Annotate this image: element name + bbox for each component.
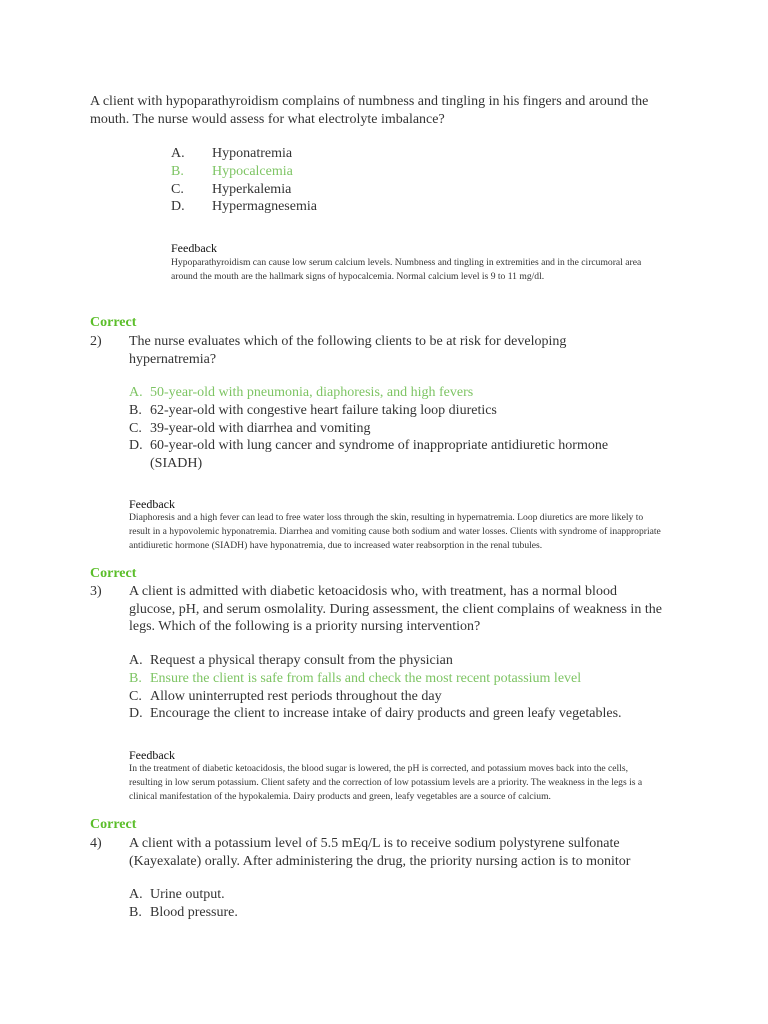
correct-label-2: Correct	[90, 566, 137, 581]
question-1-stem: A client with hypoparathyroidism complains of numbness and tingling in his fingers and around the mouth. The nurse would assess for what electrolyte imbalance?	[90, 94, 649, 127]
option-letter: D.	[129, 706, 143, 722]
question-2-number: 2)	[90, 334, 102, 349]
option-letter: A.	[129, 887, 143, 902]
q2-feedback-title: Feedback	[129, 497, 175, 511]
option-text: 62-year-old with congestive heart failure taking loop diuretics	[150, 402, 497, 418]
q2-option-d[interactable]	[129, 437, 629, 473]
question-2-stem: The nurse evaluates which of the following clients to be at risk for developing hypernatremia?	[129, 334, 567, 367]
question-3-options	[129, 652, 669, 723]
question-4-options	[129, 886, 669, 922]
q2-option-a-correct[interactable]	[129, 384, 629, 402]
q2-feedback-text: Diaphoresis and a high fever can lead to free water loss through the skin, resulting in hypernatremia. Loop diuretics are more likely to result in a hypovolemic hyponatremia. Diarrhea and vomiting cause both sodium and water losses. Clients with syndrome of inappropriate antidiuretic hormone (SIADH) have hyponatremia, due to increased water reabsorption in the renal tubules.	[129, 512, 661, 551]
correct-label-1: Correct	[90, 315, 137, 330]
q3-option-b-correct[interactable]	[129, 670, 669, 688]
option-letter: D.	[129, 438, 143, 454]
option-text: 39-year-old with diarrhea and vomiting	[150, 420, 371, 436]
option-letter: B.	[171, 163, 184, 179]
q1-option-b-correct[interactable]	[171, 163, 317, 181]
option-text: 50-year-old with pneumonia, diaphoresis, and high fevers	[150, 385, 474, 400]
option-text: Hyponatremia	[212, 146, 293, 161]
option-letter: D.	[171, 199, 185, 215]
option-text: Request a physical therapy consult from the physician	[150, 653, 453, 668]
option-text: Hypocalcemia	[212, 163, 293, 179]
q1-option-d[interactable]	[171, 198, 317, 216]
q3-feedback-title: Feedback	[129, 748, 175, 762]
question-1-options	[171, 145, 317, 216]
option-letter: C.	[129, 688, 142, 704]
option-text: Encourage the client to increase intake of dairy products and green leafy vegetables.	[150, 706, 622, 722]
option-text: Allow uninterrupted rest periods throughout the day	[150, 688, 442, 704]
q4-option-b[interactable]	[129, 904, 669, 922]
correct-label-3: Correct	[90, 817, 137, 832]
option-text: Hypermagnesemia	[212, 199, 317, 215]
question-3-number: 3)	[90, 584, 102, 599]
option-letter: B.	[129, 402, 142, 418]
q3-option-c[interactable]	[129, 688, 669, 706]
option-letter: A.	[129, 653, 143, 668]
q1-feedback-title: Feedback	[171, 241, 217, 255]
option-letter: A.	[129, 385, 143, 400]
q3-option-a[interactable]	[129, 652, 669, 670]
q4-option-a[interactable]	[129, 886, 669, 904]
q2-option-b[interactable]	[129, 402, 629, 420]
q2-option-c[interactable]	[129, 420, 629, 438]
option-letter: B.	[129, 670, 142, 686]
q1-option-a[interactable]	[171, 145, 317, 163]
option-text: Blood pressure.	[150, 904, 238, 920]
option-text: Hyperkalemia	[212, 181, 292, 197]
question-3-stem: A client is admitted with diabetic ketoacidosis who, with treatment, has a normal blood glucose, pH, and serum osmolality. During assessment, the client complains of weakness in the legs. Which of the following is a priority nursing intervention?	[129, 584, 662, 634]
question-2-options	[129, 384, 629, 473]
option-letter: C.	[171, 181, 184, 197]
q3-option-d[interactable]	[129, 705, 669, 723]
option-letter: C.	[129, 420, 142, 436]
option-text: Ensure the client is safe from falls and check the most recent potassium level	[150, 670, 582, 686]
question-4-number: 4)	[90, 836, 102, 851]
q3-feedback-text: In the treatment of diabetic ketoacidosis, the blood sugar is lowered, the pH is corrected, and potassium moves back into the cells, resulting in low serum potassium. Client safety and the correction of low potassium levels are a priority. The weakness in the legs is a clinical manifestation of the hypokalemia. Dairy products and green, leafy vegetables are a source of calcium.	[129, 763, 643, 802]
option-letter: B.	[129, 904, 142, 920]
q1-feedback-text: Hypoparathyroidism can cause low serum calcium levels. Numbness and tingling in extremities and in the circumoral area around the mouth are the hallmark signs of hypocalcemia. Normal calcium level is 9 to 11 mg/dl.	[171, 257, 642, 282]
option-text: 60-year-old with lung cancer and syndrome of inappropriate antidiuretic hormone (SIADH)	[150, 438, 609, 472]
q1-option-c[interactable]	[171, 181, 317, 199]
option-text: Urine output.	[150, 887, 225, 902]
option-letter: A.	[171, 146, 185, 161]
question-4-stem: A client with a potassium level of 5.5 mEq/L is to receive sodium polystyrene sulfonate (Kayexalate) orally. After administering the drug, the priority nursing action is to monitor	[129, 836, 631, 869]
